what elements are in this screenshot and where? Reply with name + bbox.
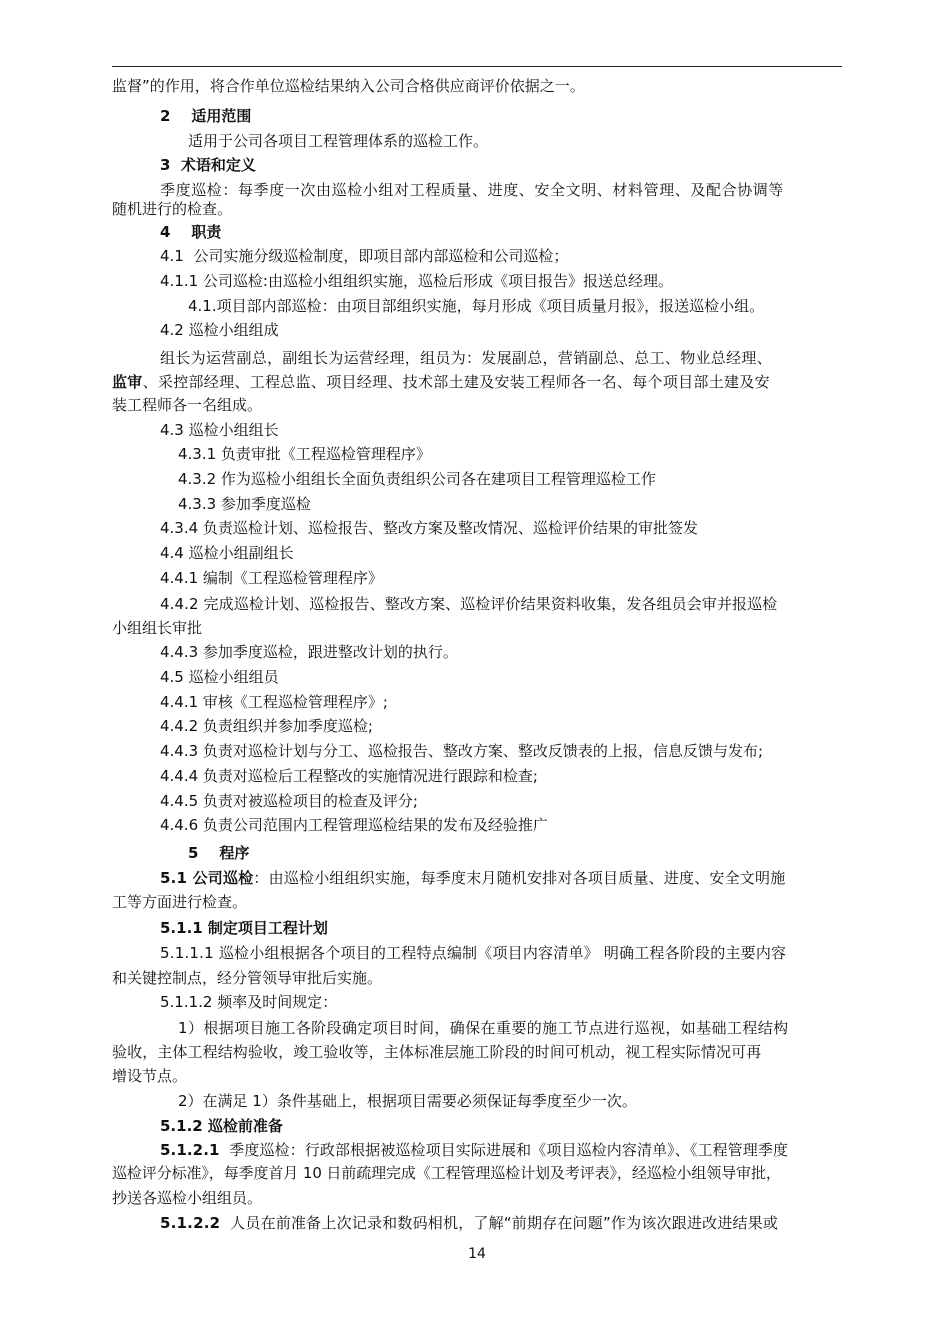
text-run: 5.1.1.1 巡检小组根据各个项目的工程特点编制《项目内容清单》 明确工程各阶段的主要内容 — [160, 944, 787, 962]
text-run: 2）在满足 1）条件基础上，根据项目需要必须保证每季度至少一次。 — [178, 1092, 637, 1110]
text-line — [112, 372, 842, 392]
text-run: 4.4.1 编制《工程巡检管理程序》 — [160, 569, 383, 587]
text-run: 工等方面进行检查。 — [112, 893, 248, 911]
text-run: 增设节点。 — [112, 1067, 188, 1085]
text-line — [112, 271, 842, 291]
text-run: 随机进行的检查。 — [112, 200, 233, 218]
text-run: 4.1 公司实施分级巡检制度，即项目部内部巡检和公司巡检； — [160, 247, 569, 265]
text-run: 4.4.4 负责对巡检后工程整改的实施情况进行跟踪和检查; — [160, 767, 538, 785]
document-page — [112, 0, 842, 1344]
text-run: 4.3.2 作为巡检小组组长全面负责组织公司各在建项目工程管理巡检工作 — [178, 470, 656, 488]
text-run: 人员在前准备上次记录和数码相机，了解“前期存在问题”作为该次跟进改进结果或 — [220, 1214, 779, 1232]
text-line — [112, 348, 842, 368]
bold-text: 5 程序 — [188, 844, 250, 862]
text-line — [112, 642, 842, 662]
text-run: ：由巡检小组组织实施，每季度末月随机安排对各项目质量、进度、安全文明施 — [253, 869, 786, 887]
text-line — [112, 494, 842, 514]
bold-text: 5.1.2.2 — [160, 1214, 221, 1232]
text-run: 抄送各巡检小组组员。 — [112, 1189, 263, 1207]
text-run: 监督”的作用，将合作单位巡检结果纳入公司合格供应商评价依据之一。 — [112, 77, 585, 95]
bold-text: 5.1.2.1 — [160, 1141, 220, 1159]
text-run: 4.4.6 负责公司范围内工程管理巡检结果的发布及经验推广 — [160, 816, 548, 834]
text-run: 适用于公司各项目工程管理体系的巡检工作。 — [188, 132, 489, 150]
text-line — [112, 444, 842, 464]
text-run: 4.4.3 参加季度巡检，跟进整改计划的执行。 — [160, 643, 458, 661]
text-line — [112, 1042, 842, 1062]
text-line — [112, 320, 842, 340]
text-line — [112, 815, 842, 835]
text-run: 4.1.项目部内部巡检：由项目部组织实施，每月形成《项目质量月报》，报送巡检小组。 — [188, 297, 765, 315]
text-run: 装工程师各一名组成。 — [112, 396, 263, 414]
text-line — [112, 76, 842, 96]
text-line — [112, 716, 842, 736]
header-rule — [112, 66, 842, 67]
text-line — [112, 791, 842, 811]
bold-text: 4 职责 — [160, 223, 222, 241]
text-line — [112, 246, 842, 266]
text-run: 5.1.1.2 频率及时间规定： — [160, 993, 338, 1011]
text-run: 4.4 巡检小组副组长 — [160, 544, 294, 562]
text-line — [112, 518, 842, 538]
text-run: 4.4.2 完成巡检计划、巡检报告、整改方案、巡检评价结果资料收集，发各组员会审并报巡检 — [160, 595, 778, 613]
text-line — [112, 1140, 842, 1160]
text-line — [112, 155, 842, 175]
text-line — [112, 868, 842, 888]
text-line — [112, 1066, 842, 1086]
text-line — [112, 1091, 842, 1111]
text-line — [112, 543, 842, 563]
text-run: 季度巡检：行政部根据被巡检项目实际进展和《项目巡检内容清单》、《工程管理季度 — [219, 1141, 789, 1159]
text-run: 4.3.1 负责审批《工程巡检管理程序》 — [178, 445, 431, 463]
text-run: 组长为运营副总，副组长为运营经理，组员为：发展副总，营销副总、总工、物业总经理、 — [160, 349, 773, 367]
text-line — [112, 667, 842, 687]
text-run: 4.4.1 审核《工程巡检管理程序》; — [160, 693, 388, 711]
text-line — [112, 1116, 842, 1136]
text-line — [112, 766, 842, 786]
text-line — [112, 568, 842, 588]
bold-text: 5.1 公司巡检 — [160, 869, 254, 887]
text-line — [112, 420, 842, 440]
text-line — [112, 469, 842, 489]
text-line — [112, 943, 842, 963]
text-line — [112, 199, 842, 219]
text-line — [112, 741, 842, 761]
page-number: 14 — [468, 1246, 486, 1262]
text-run: 验收，主体工程结构验收，竣工验收等，主体标准层施工阶段的时间可机动，视工程实际情况可再 — [112, 1043, 762, 1061]
text-line — [112, 180, 842, 200]
text-run: 4.4.3 负责对巡检计划与分工、巡检报告、整改方案、整改反馈表的上报，信息反馈与发布; — [160, 742, 763, 760]
bold-text: 5.1.2 巡检前准备 — [160, 1117, 283, 1135]
text-line — [112, 992, 842, 1012]
text-line — [112, 395, 842, 415]
text-line — [112, 222, 842, 242]
text-line — [112, 296, 842, 316]
text-run: 4.3.4 负责巡检计划、巡检报告、整改方案及整改情况、巡检评价结果的审批签发 — [160, 519, 698, 537]
bold-text: 2 适用范围 — [160, 107, 252, 125]
text-line — [112, 106, 842, 126]
text-line — [112, 1188, 842, 1208]
text-run: 4.3 巡检小组组长 — [160, 421, 279, 439]
text-line — [112, 918, 842, 938]
text-run: 和关键控制点，经分管领导审批后实施。 — [112, 969, 383, 987]
text-run: 1）根据项目施工各阶段确定项目时间，确保在重要的施工节点进行巡视，如基础工程结构 — [178, 1019, 789, 1037]
text-run: 4.2 巡检小组组成 — [160, 321, 279, 339]
text-run: 4.1.1 公司巡检:由巡检小组组织实施，巡检后形成《项目报告》报送总经理。 — [160, 272, 673, 290]
text-line — [112, 1213, 842, 1233]
text-line — [112, 1163, 842, 1183]
text-line — [112, 131, 842, 151]
text-run: 4.5 巡检小组组员 — [160, 668, 279, 686]
text-run: 季度巡检：每季度一次由巡检小组对工程质量、进度、安全文明、材料管理、及配合协调等 — [160, 181, 785, 199]
text-line — [112, 892, 842, 912]
text-line — [112, 692, 842, 712]
bold-text: 3 术语和定义 — [160, 156, 256, 174]
text-run: 小组组长审批 — [112, 619, 203, 637]
text-line — [112, 843, 842, 863]
text-run: 4.4.5 负责对被巡检项目的检查及评分; — [160, 792, 418, 810]
text-run: 4.4.2 负责组织并参加季度巡检; — [160, 717, 373, 735]
text-line — [112, 1018, 842, 1038]
bold-text: 监审 — [112, 373, 143, 391]
text-line — [112, 618, 842, 638]
text-line — [112, 594, 842, 614]
bold-text: 5.1.1 制定项目工程计划 — [160, 919, 328, 937]
text-run: 4.3.3 参加季度巡检 — [178, 495, 311, 513]
text-run: 、采控部经理、工程总监、项目经理、技术部土建及安装工程师各一名、每个项目部土建及安 — [142, 373, 770, 391]
text-line — [112, 968, 842, 988]
text-run: 巡检评分标准》，每季度首月 10 日前疏理完成《工程管理巡检计划及考评表》，经巡检小组领导审批， — [112, 1164, 781, 1182]
